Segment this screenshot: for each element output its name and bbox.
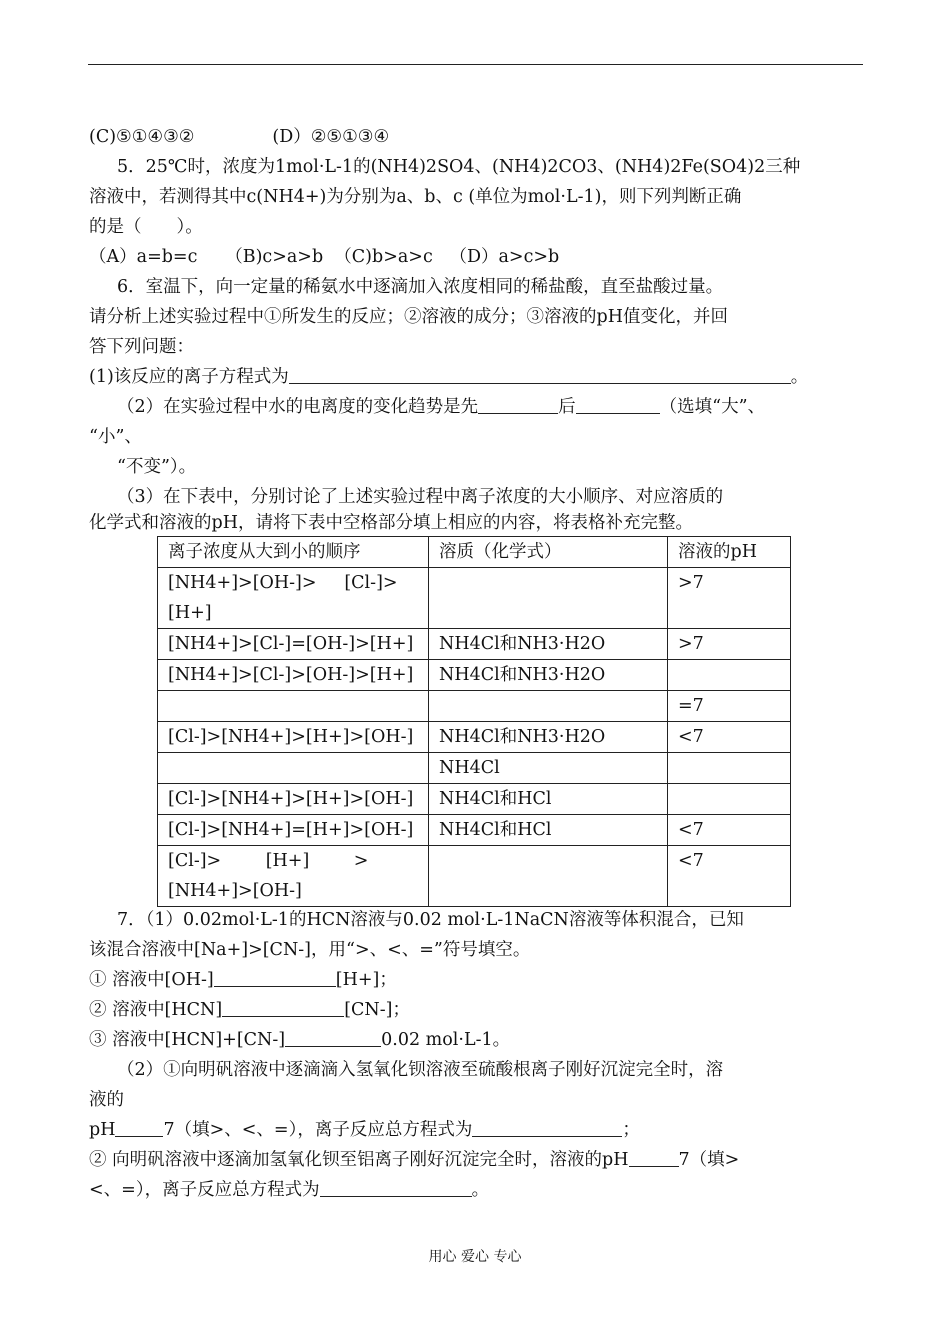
equation-prompt: <、=），离子反应总方程式为 <box>89 1180 320 1200</box>
answer-blank[interactable] <box>115 1118 163 1137</box>
table-header: 溶液的pH <box>668 537 791 568</box>
semicolon: ； <box>622 1120 640 1140</box>
header-rule <box>88 64 863 65</box>
answer-blank[interactable] <box>289 365 791 384</box>
solute-cell[interactable] <box>429 691 668 722</box>
order-cell: [Cl-]> [H+] > [NH4+]>[OH-] <box>158 846 429 907</box>
table-row <box>158 815 791 846</box>
question-6-part-1 <box>89 362 808 392</box>
part-2-after: 后 <box>558 397 576 417</box>
question-7-line-1: 7．（1）0.02mol·L-1的HCN溶液与0.02 mol·L-1NaCN溶液等体积混合，已知 <box>117 910 744 930</box>
table-header: 离子浓度从大到小的顺序 <box>158 537 429 568</box>
item-1-text: ① 溶液中[OH-] <box>89 970 214 990</box>
ph-label: pH <box>89 1120 116 1140</box>
ion-concentration-table <box>157 536 791 907</box>
question-7-line-2: 该混合溶液中[Na+]>[CN-]，用“>、<、=”符号填空。 <box>89 940 531 960</box>
period: 。 <box>471 1180 490 1200</box>
table-header: 溶质（化学式） <box>429 537 668 568</box>
question-7-part-2-line-5 <box>89 1175 489 1205</box>
item-3-tail: 0.02 mol·L-1。 <box>381 1030 511 1050</box>
answer-blank[interactable] <box>214 968 336 987</box>
table-row <box>158 784 791 815</box>
order-cell: [NH4+]>[Cl-]>[OH-]>[H+] <box>158 660 429 691</box>
ph-cell: =7 <box>668 691 791 722</box>
item-2-prompt: ② 向明矾溶液中逐滴加氢氧化钡至铝离子刚好沉淀完全时，溶液的pH <box>89 1150 629 1170</box>
ph-cell: >7 <box>668 568 791 629</box>
solute-cell: NH4Cl <box>429 753 668 784</box>
answer-blank[interactable] <box>320 1178 472 1197</box>
question-6-line-1: 6．室温下，向一定量的稀氨水中逐滴加入浓度相同的稀盐酸，直至盐酸过量。 <box>117 277 724 297</box>
solute-cell: NH4Cl和HCl <box>429 784 668 815</box>
table-row <box>158 691 791 722</box>
question-7-item-1 <box>89 965 397 995</box>
item-2-text: ② 溶液中[HCN] <box>89 1000 223 1020</box>
ph-cell: <7 <box>668 846 791 907</box>
solute-cell: NH4Cl和HCl <box>429 815 668 846</box>
question-7-part-2-line-4 <box>89 1145 739 1175</box>
order-cell: [Cl-]>[NH4+]=[H+]>[OH-] <box>158 815 429 846</box>
answer-blank[interactable] <box>478 395 558 414</box>
part-2-choices: （选填“大”、 <box>659 397 766 417</box>
answer-blank[interactable] <box>472 1118 622 1137</box>
answer-blank[interactable] <box>576 395 660 414</box>
order-cell: [NH4+]>[Cl-]=[OH-]>[H+] <box>158 629 429 660</box>
question-7-part-2-line-2: 液的 <box>89 1090 124 1110</box>
options-line-c-d: (C)⑤①④③② (D）②⑤①③④ <box>89 127 390 147</box>
solute-cell: NH4Cl和NH3·H2O <box>429 629 668 660</box>
question-6-part-2 <box>117 392 765 422</box>
question-6-part-3-line-1: （3）在下表中，分别讨论了上述实验过程中离子浓度的大小顺序、对应溶质的 <box>117 487 724 507</box>
question-5-options: （A）a=b=c （B)c>a>b （C)b>a>c （D）a>c>b <box>89 247 560 267</box>
table-row <box>158 753 791 784</box>
order-cell[interactable] <box>158 691 429 722</box>
question-7-item-2 <box>89 995 410 1025</box>
question-7-part-2-line-1: （2）①向明矾溶液中逐滴滴入氢氧化钡溶液至硫酸根离子刚好沉淀完全时，溶 <box>117 1060 724 1080</box>
ph-cell: >7 <box>668 629 791 660</box>
answer-blank[interactable] <box>285 1028 381 1047</box>
table-row <box>158 660 791 691</box>
order-cell: [NH4+]>[OH-]> [Cl-]> [H+] <box>158 568 429 629</box>
ph-cell: <7 <box>668 815 791 846</box>
solute-cell: NH4Cl和NH3·H2O <box>429 660 668 691</box>
table-row <box>158 846 791 907</box>
order-cell: [Cl-]>[NH4+]>[H+]>[OH-] <box>158 722 429 753</box>
item-1-tail: [H+]； <box>335 970 397 990</box>
question-5-line-2: 溶液中，若测得其中c(NH4+)为分别为a、b、c (单位为mol·L-1)，则下列判断正确 <box>89 187 742 207</box>
page-footer: 用心 爱心 专心 <box>428 1249 522 1265</box>
item-2-tail: [CN-]； <box>344 1000 410 1020</box>
solute-cell[interactable] <box>429 846 668 907</box>
solute-cell[interactable] <box>429 568 668 629</box>
answer-blank[interactable] <box>629 1148 679 1167</box>
part-1-text: (1)该反应的离子方程式为 <box>89 367 289 387</box>
ph-cell[interactable] <box>668 660 791 691</box>
ph-cell: <7 <box>668 722 791 753</box>
ph-cell[interactable] <box>668 784 791 815</box>
part-2-text: （2）在实验过程中水的电离度的变化趋势是先 <box>117 397 479 417</box>
question-7-part-2-line-3 <box>89 1115 640 1145</box>
question-5-line-1: 5．25℃时，浓度为1mol·L-1的(NH4)2SO4、(NH4)2CO3、(NH4)2Fe(SO4)2三种 <box>117 157 801 177</box>
question-6-part-2-line-3: “不变”）。 <box>117 457 197 477</box>
ph-cell[interactable] <box>668 753 791 784</box>
period: 。 <box>790 367 809 387</box>
equation-prompt: 7（填>、<、=），离子反应总方程式为 <box>163 1120 473 1140</box>
table-row <box>158 722 791 753</box>
fill-hint: 7（填> <box>678 1150 740 1170</box>
question-5-line-3: 的是（ ）。 <box>89 217 203 237</box>
order-cell[interactable] <box>158 753 429 784</box>
table-row <box>158 568 791 629</box>
question-6-line-2: 请分析上述实验过程中①所发生的反应；②溶液的成分；③溶液的pH值变化，并回 <box>89 307 728 327</box>
order-cell: [Cl-]>[NH4+]>[H+]>[OH-] <box>158 784 429 815</box>
question-6-part-3-line-2: 化学式和溶液的pH，请将下表中空格部分填上相应的内容，将表格补充完整。 <box>89 513 693 533</box>
question-6-line-3: 答下列问题： <box>89 337 194 357</box>
solute-cell: NH4Cl和NH3·H2O <box>429 722 668 753</box>
answer-blank[interactable] <box>222 998 344 1017</box>
item-3-text: ③ 溶液中[HCN]+[CN-] <box>89 1030 286 1050</box>
table-row <box>158 629 791 660</box>
table-header-row <box>158 537 791 568</box>
question-7-item-3 <box>89 1025 510 1055</box>
question-6-part-2-line-2: “小”、 <box>89 427 142 447</box>
